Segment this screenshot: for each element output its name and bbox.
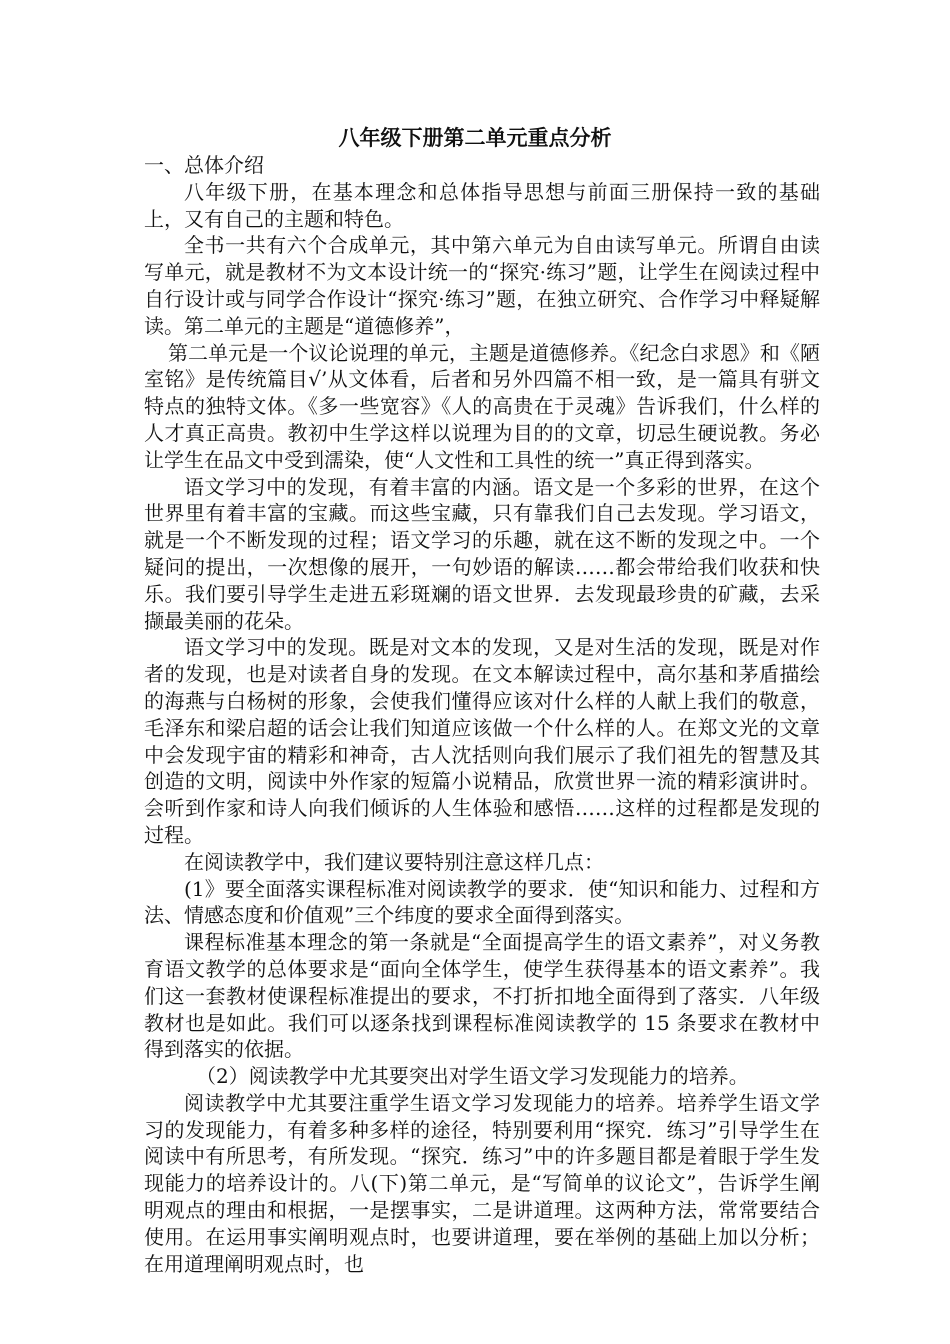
paragraph: 阅读教学中尤其要注重学生语文学习发现能力的培养。培养学生语文学习的发现能力，有着多种多样的途径，特别要利用“探究．练习”引导学生在阅读中有所思考，有所发现。“探究．练习”中的许多题目都是着眼于学生发现能力的培养设计的。八(下)第二单元，是“写简单的议论文”，告诉学生阐明观点的理由和根据，一是摆事实，二是讲道理。这两种方法，常常要结合使用。在运用事实阐明观点时，也要讲道理，要在举例的基础上加以分析；在用道理阐明观点时，也 <box>144 1090 820 1276</box>
paragraph: 第二单元是一个议论说理的单元，主题是道德修养。《纪念白求恩》和《陋室铭》是传统篇目√’从文体看，后者和另外四篇不相一致，是一篇具有骈文特点的独特文体。《多一些宽容》《人的高贵在于灵魂》告诉我们，什么样的人才真正高贵。教初中生学这样以说理为目的的文章，切忌生硬说教。务必让学生在品文中受到濡染，使“人文性和工具性的统一”真正得到落实。 <box>144 340 820 472</box>
list-item: （2）阅读教学中尤其要突出对学生语文学习发现能力的培养。 <box>196 1064 749 1089</box>
paragraph: 八年级下册，在基本理念和总体指导思想与前面三册保持一致的基础上，又有自己的主题和特色。 <box>144 179 820 231</box>
section-heading: 一、总体介绍 <box>144 153 264 177</box>
paragraph: 语文学习中的发现。既是对文本的发现，又是对生活的发现，既是对作者的发现，也是对读者自身的发现。在文本解读过程中，高尔基和茅盾描绘的海燕与白杨树的形象，会使我们懂得应该对什么样的人献上我们的敬意，毛泽东和梁启超的话会让我们知道应该做一个什么样的人。在郑文光的文章中会发现宇宙的精彩和神奇，古人沈括则向我们展示了我们祖先的智慧及其创造的文明，阅读中外作家的短篇小说精品，欣赏世界一流的精彩演讲时。会听到作家和诗人向我们倾诉的人生体验和感悟……这样的过程都是发现的过程。 <box>144 635 820 847</box>
paragraph: 在阅读教学中，我们建议要特别注意这样几点： <box>184 849 604 874</box>
list-item: (1》要全面落实课程标准对阅读教学的要求．使“知识和能力、过程和方法、情感态度和价值观”三个纬度的要求全面得到落实。 <box>144 876 820 928</box>
document-title: 八年级下册第二单元重点分析 <box>338 125 612 150</box>
paragraph: 语文学习中的发现，有着丰富的内涵。语文是一个多彩的世界，在这个世界里有着丰富的宝藏。而这些宝藏，只有靠我们自己去发现。学习语文，就是一个不断发现的过程；语文学习的乐趣，就在这不断的发现之中。一个疑问的提出，一次想像的展开，一句妙语的解读……都会带给我们收获和快乐。我们要引导学生走进五彩斑斓的语文世界．去发现最珍贵的矿藏，去采撷最美丽的花朵。 <box>144 474 820 633</box>
paragraph: 全书一共有六个合成单元，其中第六单元为自由读写单元。所谓自由读写单元，就是教材不为文本设计统一的“探究·练习”题，让学生在阅读过程中自行设计或与同学合作设计“探究·练习”题，在独立研究、合作学习中释疑解读。第二单元的主题是“道德修养”， <box>144 233 820 338</box>
document-body <box>144 152 820 1277</box>
paragraph: 课程标准基本理念的第一条就是“全面提高学生的语文素养”，对义务教育语文教学的总体要求是“面向全体学生，使学生获得基本的语文素养”。我们这一套教材使课程标准提出的要求，不打折扣地全面得到了落实．八年级教材也是如此。我们可以逐条找到课程标准阅读教学的 15 条要求在教材中得到落实的依据。 <box>144 930 820 1062</box>
